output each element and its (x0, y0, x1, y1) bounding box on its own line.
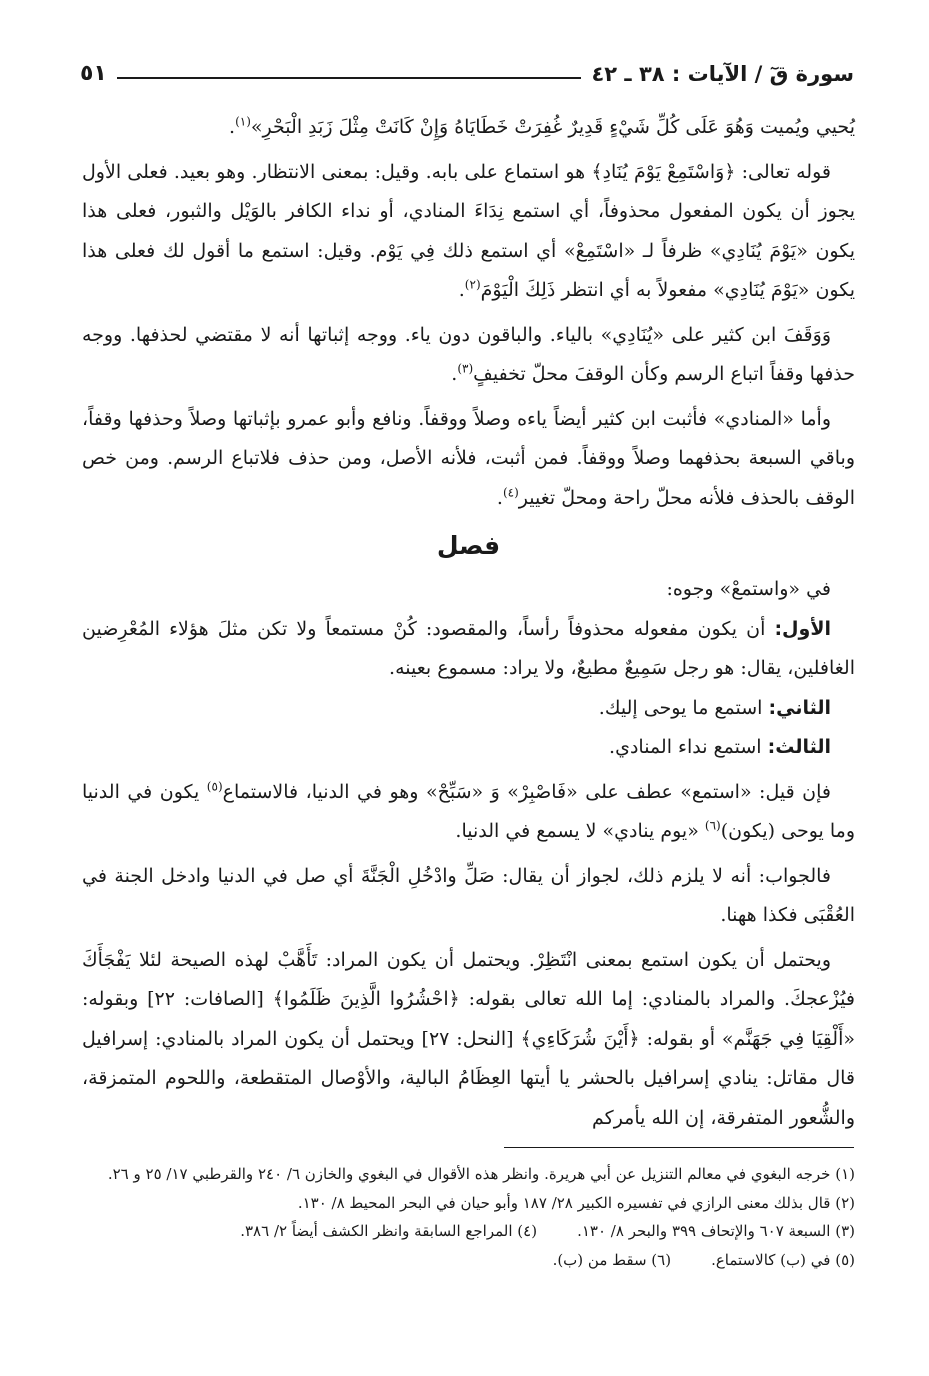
surah-header-title: سورة قٓ / الآيات : ٣٨ ـ ٤٢ (591, 62, 854, 86)
list-item-third: الثالث: استمع نداء المنادي. (609, 736, 831, 758)
footnote-4: (٤) المراجع السابقة وانظر الكشف أيضاً ٢/ ٣٨٦. (240, 1222, 538, 1240)
list-label-first: الأول: (774, 617, 831, 640)
list-label-second: الثاني: (768, 696, 831, 719)
paragraph-qiraat-2: وأما «المنادي» فأثبت ابن كثير أيضاً ياءه وصلاً ووقفاً. ونافع وأبو عمرو بإثباتها وصلاً وحذفها وقفاً، وباقي السبعة بحذفهما وصلاً ووقفاً. فمن أثبت، فلأنه الأصل، ومن حذف فلاتباع الرسم. ومن خص الوقف بالحذف فلأنه محلّ راحة ومحلّ تغيير$^{(٤)}$. (82, 407, 855, 509)
footnote-ref-6[interactable]: (٦) (704, 818, 721, 833)
list-item-first: الأول: أن يكون مفعوله محذوفاً رأساً، والمقصود: كُنْ مستمعاً ولا تكن مثلَ هؤلاء المُعْرِضين الغافلين، يقال: هو رجل سَمِيعٌ مطيعٌ، ولا يراد: مسموع بعينه. (82, 617, 855, 679)
footnote-ref-1[interactable]: (١) (235, 114, 251, 129)
footnote-separator (504, 1147, 854, 1148)
section-heading: فصل (436, 531, 501, 560)
page-number: ٥١ (80, 61, 107, 86)
running-header (80, 52, 854, 86)
footnote-6: (٦) سقط من (ب). (552, 1250, 672, 1269)
footnote-2: (٢) قال بذلك معنى الرازي في تفسيره الكبير ٢٨/ ١٨٧ وأبو حيان في البحر المحيط ٨/ ١٣٠. (297, 1193, 855, 1212)
footnote-3: (٣) السبعة ٦٠٧ والإتحاف ٣٩٩ والبحر ٨/ ١٣٠. (577, 1222, 855, 1240)
footnote-ref-3[interactable]: (٣) (457, 361, 474, 376)
paragraph-hadith-end: يُحيي ويُميت وَهُوَ عَلَى كُلِّ شَيْءٍ قَدِيرٌ غُفِرَتْ خَطَايَاهُ وَإِنْ كَانَتْ مِثْلَ زَبَدِ الْبَحْرِ»$^{(١)}$. (229, 114, 855, 138)
footnotes (82, 1160, 855, 1274)
paragraph-intro-wujuh: في «واستمعْ» وجوه: (666, 578, 831, 600)
footnote-row-5-6 (82, 1246, 855, 1275)
list-label-third: الثالث: (767, 736, 831, 758)
footnote-row-3-4 (82, 1217, 855, 1246)
footnote-ref-5[interactable]: (٥) (206, 779, 223, 794)
paragraph-answer: فالجواب: أنه لا يلزم ذلك، لجواز أن يقال: صَلِّ وادْخُلِ الْجَنَّةَ أي صل في الدنيا وادخل الجنة في العُقْبَى فكذا ههنا. (82, 864, 855, 926)
paragraph-qiraat-1: وَوَقَفَ ابن كثير على «يُنَادِي» بالياء. والباقون دون ياء. ووجه إثباتها أنه لا مقتضي لحذفها. ووجه حذفها وقفاً اتباع الرسم وكأن الوقفَ محلّ تخفيفٍ$^{(٣)}$. (82, 323, 855, 385)
footnote-5: (٥) في (ب) كالاستماع. (711, 1250, 855, 1269)
list-item-second: الثاني: استمع ما يوحى إليك. (598, 696, 831, 719)
main-text (82, 108, 855, 1143)
paragraph-objection: فإن قيل: «استمع» عطف على «فَاصْبِرْ» وَ «سَبِّحْ» وهو في الدنيا، فالاستماع$^{(٥)}$ يكون في الدنيا وما يوحى (يكون)$^{(٦)}$ «يوم ينادي» لا يسمع في الدنيا. (82, 779, 855, 842)
footnote-ref-2[interactable]: (٢) (464, 277, 481, 292)
paragraph-munadi: ويحتمل أن يكون استمع بمعنى انْتَظِرْ. ويحتمل أن يكون المراد: تَأَهَّبْ لهذه الصيحة لئلا يَفْجَأَكَ فيُزْعجكَ. والمراد بالمنادي: إما الله تعالى بقوله: ﴿احْشُرُوا الَّذِينَ ظَلَمُوا﴾ [الصافات: ٢٢] وبقوله: «أَلْقِيَا فِي جَهَنَّم» أو بقوله: ﴿أَيْنَ شُرَكَاءِي﴾ [النحل: ٢٧] ويحتمل أن يكون المراد بالمنادي: إسرافيل قال مقاتل: ينادي إسرافيل بالحشر يا أيتها العِظَامُ البالية، والأوْصال المتقطعة، واللحوم المتمزقة، والشُّعور المتفرقة، إن الله يأمركم (82, 948, 855, 1129)
footnote-ref-4[interactable]: (٤) (502, 485, 519, 500)
header-rule (117, 77, 582, 79)
footnote-1: (١) خرجه البغوي في معالم التنزيل عن أبي هريرة. وانظر هذه الأقوال في البغوي والخازن ٦/ ٢٤٠ والقرطبي ١٧/ ٢٥ و ٢٦. (107, 1165, 855, 1183)
paragraph-tafsir: قوله تعالى: ﴿وَاسْتَمِعْ يَوْمَ يُنَادِ﴾ هو استماع على بابه. وقيل: بمعنى الانتظار. وهو بعيد. فعلى الأول يجوز أن يكون المفعول محذوفاً، أي استمع نِدَاءَ المنادي، أو نداء الكافر بالوَيْل والثبور، فعلى هذا يكون «يَوْمَ يُنَادِي» ظرفاً لـ «اسْتَمِعْ» أي استمع ذلك فِي يَوْم. وقيل: استمع ما أقول لك فعلى هذا يكون «يَوْمَ يُنَادِي» مفعولاً به أي انتظر ذَلِكَ الْيَوْمَ$^{(٢)}$. (82, 160, 855, 301)
